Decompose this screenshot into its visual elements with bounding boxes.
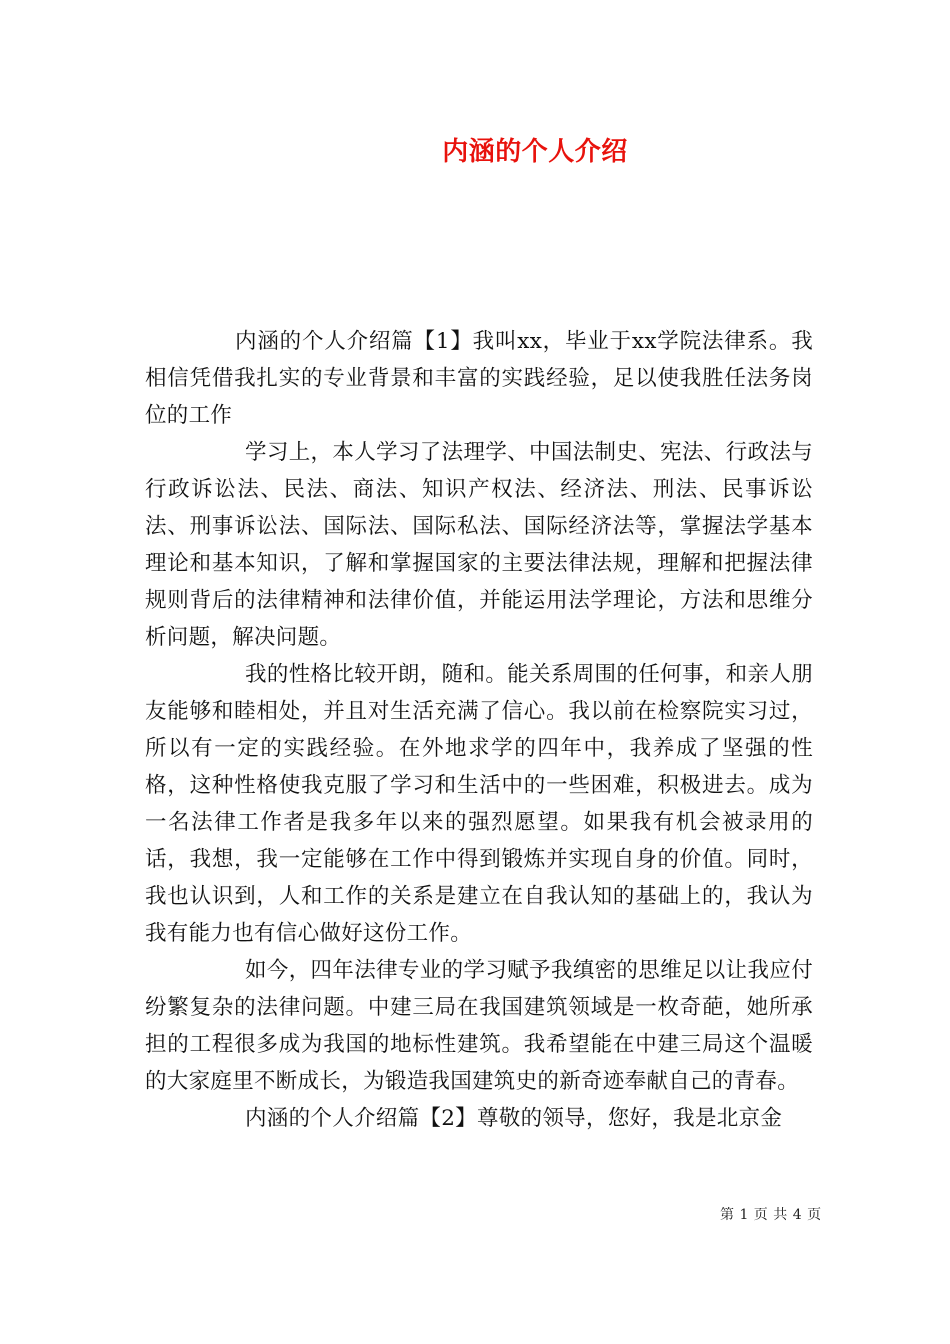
page-number: 第 1 页 共 4 页 (720, 1207, 822, 1223)
document-body (145, 323, 813, 1137)
page-title: 内涵的个人介绍 (442, 137, 628, 167)
paragraph-study: 学习上，本人学习了法理学、中国法制史、宪法、行政法与行政诉讼法、民法、商法、知识产权法、经济法、刑法、民事诉讼法、刑事诉讼法、国际法、国际私法、国际经济法等，掌握法学基本理论和基本知识，了解和掌握国家的主要法律法规，理解和把握法律规则背后的法律精神和法律价值，并能运用法学理论，方法和思维分析问题，解决问题。 (145, 440, 813, 650)
paragraph-aspiration: 如今，四年法律专业的学习赋予我缜密的思维足以让我应付纷繁复杂的法律问题。中建三局在我国建筑领域是一枚奇葩，她所承担的工程很多成为我国的地标性建筑。我希望能在中建三局这个温暖的大家庭里不断成长，为锻造我国建筑史的新奇迹奉献自己的青春。 (145, 958, 813, 1094)
paragraph-second-intro: 内涵的个人介绍篇【2】尊敬的领导，您好，我是北京金 (245, 1106, 783, 1131)
paragraph-personality: 我的性格比较开朗，随和。能关系周围的任何事，和亲人朋友能够和睦相处，并且对生活充满了信心。我以前在检察院实习过，所以有一定的实践经验。在外地求学的四年中，我养成了坚强的性格，这种性格使我克服了学习和生活中的一些困难，积极进去。成为一名法律工作者是我多年以来的强烈愿望。如果我有机会被录用的话，我想，我一定能够在工作中得到锻炼并实现自身的价值。同时，我也认识到，人和工作的关系是建立在自我认知的基础上的，我认为我有能力也有信心做好这份工作。 (145, 662, 813, 946)
paragraph-intro: 内涵的个人介绍篇【1】我叫xx，毕业于xx学院法律系。我相信凭借我扎实的专业背景和丰富的实践经验，足以使我胜任法务岗位的工作 (145, 329, 813, 428)
